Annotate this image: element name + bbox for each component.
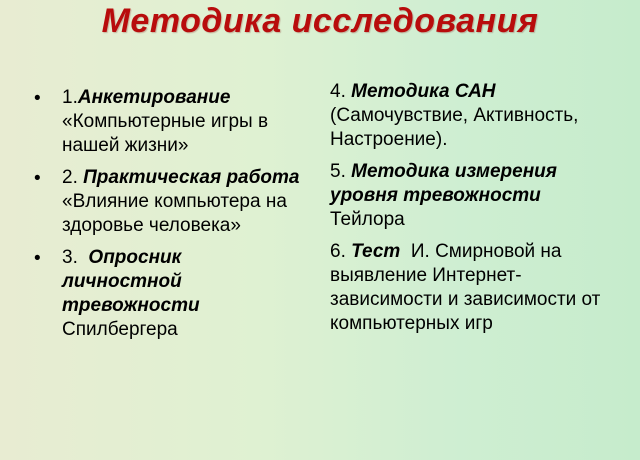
method-description: И. Смирновой на выявление Интернет-зависимости и зависимости от компьютерных игр bbox=[330, 241, 601, 334]
item-number: 5. bbox=[330, 161, 346, 182]
method-description: Спилбергера bbox=[62, 319, 178, 340]
method-name: Методика САН bbox=[351, 81, 496, 102]
item-number: 4. bbox=[330, 81, 346, 102]
item-number: 6. bbox=[330, 241, 346, 262]
list-item bbox=[34, 86, 304, 158]
list-item bbox=[34, 246, 304, 342]
method-name: Тест bbox=[351, 241, 401, 262]
method-description: Тейлора bbox=[330, 209, 405, 230]
left-method-list bbox=[34, 86, 304, 350]
item-number: 2. bbox=[62, 167, 78, 188]
slide-title: Методика исследования bbox=[101, 2, 539, 40]
bullet-icon: • bbox=[34, 88, 41, 109]
list-item bbox=[34, 166, 304, 238]
item-number: 3. bbox=[62, 247, 78, 268]
method-name: Практическая работа bbox=[83, 167, 300, 188]
bullet-icon: • bbox=[34, 168, 41, 189]
list-item bbox=[330, 160, 620, 232]
method-name: Анкетирование bbox=[77, 87, 231, 108]
list-item bbox=[330, 240, 620, 336]
method-description: «Влияние компьютера на здоровье человека» bbox=[62, 191, 287, 236]
list-item bbox=[330, 80, 620, 152]
method-description: «Компьютерные игры в нашей жизни» bbox=[62, 111, 269, 156]
bullet-icon: • bbox=[34, 248, 41, 269]
method-name: Опросник личностной тревожности bbox=[62, 247, 200, 316]
method-description: (Самочувствие, Активность, Настроение). bbox=[330, 105, 579, 150]
method-name: Методика измерения уровня тревожности bbox=[330, 161, 557, 206]
right-method-list bbox=[330, 80, 620, 344]
item-number: 1. bbox=[62, 87, 78, 108]
